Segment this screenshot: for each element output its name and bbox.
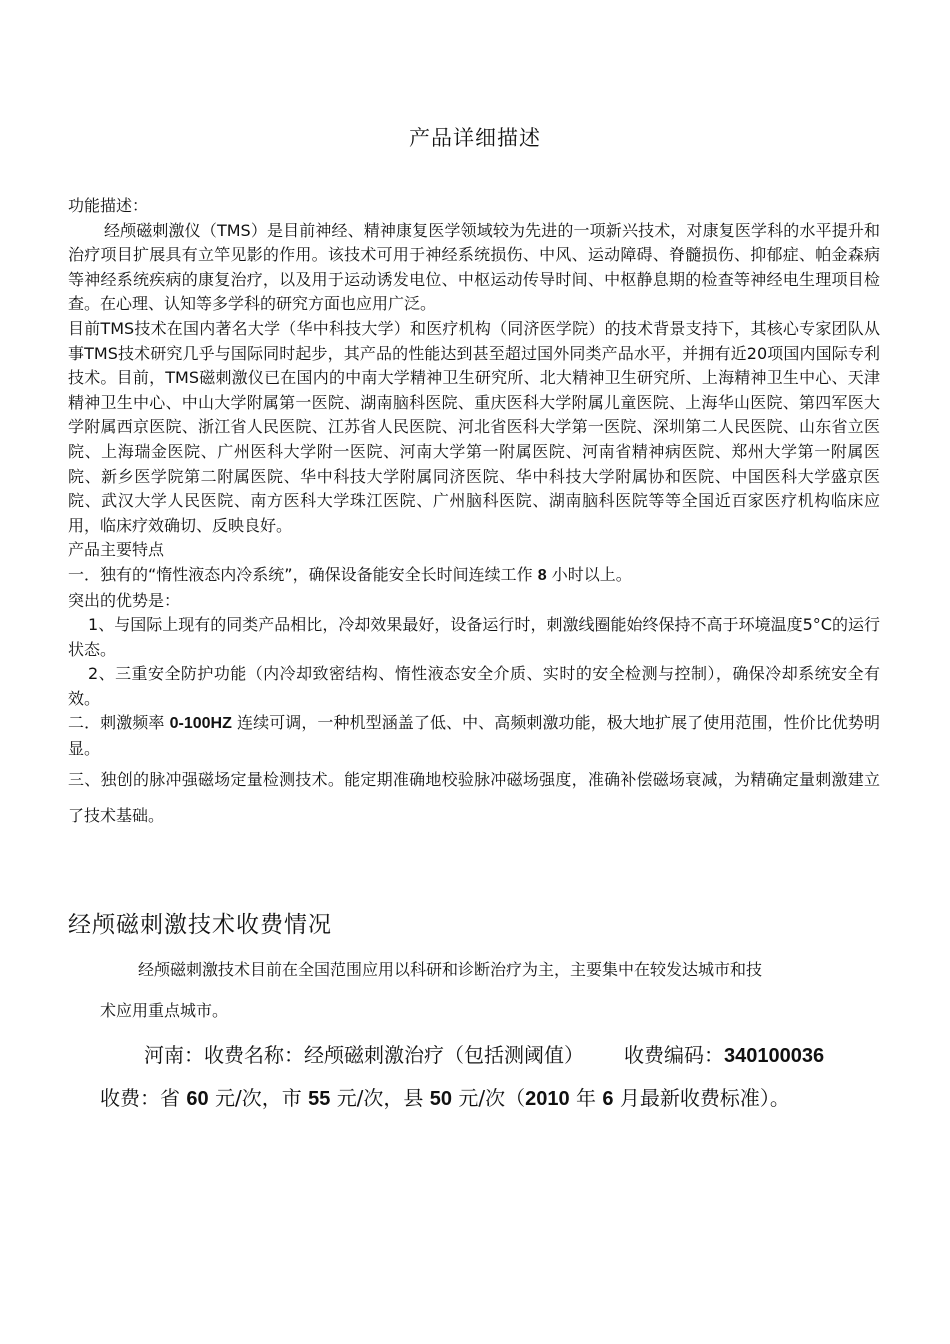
page-title: 产品详细描述 [409,126,541,150]
features-label: 产品主要特点 [68,540,165,560]
fee-name-line: 河南：收费名称：经颅磁刺激治疗（包括测阈值） 收费编码：340100036 [144,1043,825,1067]
feature-1: 一．独有的“惰性液态内冷系统”，确保设备能安全长时间连续工作 8 小时以上。 [68,564,632,584]
paragraph-tms-background: 目前TMS技术在国内著名大学（华中科技大学）和医疗机构（同济医学院）的技术背景支持下，其核心专家团队从事TMS技术研究几乎与国际同时起步，其产品的性能达到甚至超过国外同类产品水平，并拥有近20项国内国际专利技术。目前，TMS磁刺激仪已在国内的中南大学精神卫生研究所、北大精神卫生研究所、上海精神卫生中心、天津精神卫生中心、中山大学附属第一医院、湖南脑科医院、重庆医科大学附属儿童医院、上海华山医院、第四军医大学附属西京医院、浙江省人民医院、江苏省人民医院、河北省医科大学第一医院、深圳第二人民医院、山东省立医院、上海瑞金医院、广州医科大学附一医院、河南大学第一附属医院、河南省精神病医院、郑州大学第一附属医院、新乡医学院第二附属医院、华中科技大学附属同济医院、华中科技大学附属协和医院、中国医科大学盛京医院、武汉大学人民医院、南方医科大学珠江医院、广州脑科医院、湖南脑科医院等等全国近百家医疗机构临床应用，临床疗效确切、反映良好。 [68,318,880,535]
fee-code: 340100036 [724,1045,825,1067]
feature-3: 三、独创的脉冲强磁场定量检测技术。能定期准确地校验脉冲磁场强度，准确补偿磁场衰减，为精确定量刺激建立了技术基础。 [68,769,880,825]
fee-price-line: 收费：省 60 元/次，市 55 元/次，县 50 元/次（2010 年 6 月最新收费标准）。 [100,1086,790,1110]
paragraph-tms-intro: 经颅磁刺激仪（TMS）是目前神经、精神康复医学领域较为先进的一项新兴技术，对康复医学科的水平提升和治疗项目扩展具有立竿见影的作用。该技术可用于神经系统损伤、中风、运动障碍、脊髓损伤、抑郁症、帕金森病等神经系统疾病的康复治疗，以及用于运动诱发电位、中枢运动传导时间、中枢静息期的检查等神经电生理项目检查。在心理、认知等多学科的研究方面也应用广泛。 [68,220,880,314]
fee-intro: 经颅磁刺激技术目前在全国范围应用以科研和诊断治疗为主，主要集中在较发达城市和技 [138,960,763,979]
advantages-label: 突出的优势是： [68,590,181,610]
function-label: 功能描述： [68,196,149,215]
feature-2: 二．刺激频率 0-100HZ 连续可调，一种机型涵盖了低、中、高频刺激功能，极大地扩展了使用范围，性价比优势明显。 [68,713,880,759]
advantage-1: 1、与国际上现有的同类产品相比，冷却效果最好，设备运行时，刺激线圈能始终保持不高于环境温度5°C的运行状态。 [68,615,880,659]
product-description [68,194,880,834]
fee-heading: 经颅磁刺激技术收费情况 [68,912,332,938]
advantage-2: 2、三重安全防护功能（内冷却致密结构、惰性液态安全介质、实时的安全检测与控制），确保冷却系统安全有效。 [68,664,880,708]
fee-intro-cont: 术应用重点城市。 [100,1001,229,1020]
fee-section [68,906,880,1110]
fee-details [100,1034,890,1120]
